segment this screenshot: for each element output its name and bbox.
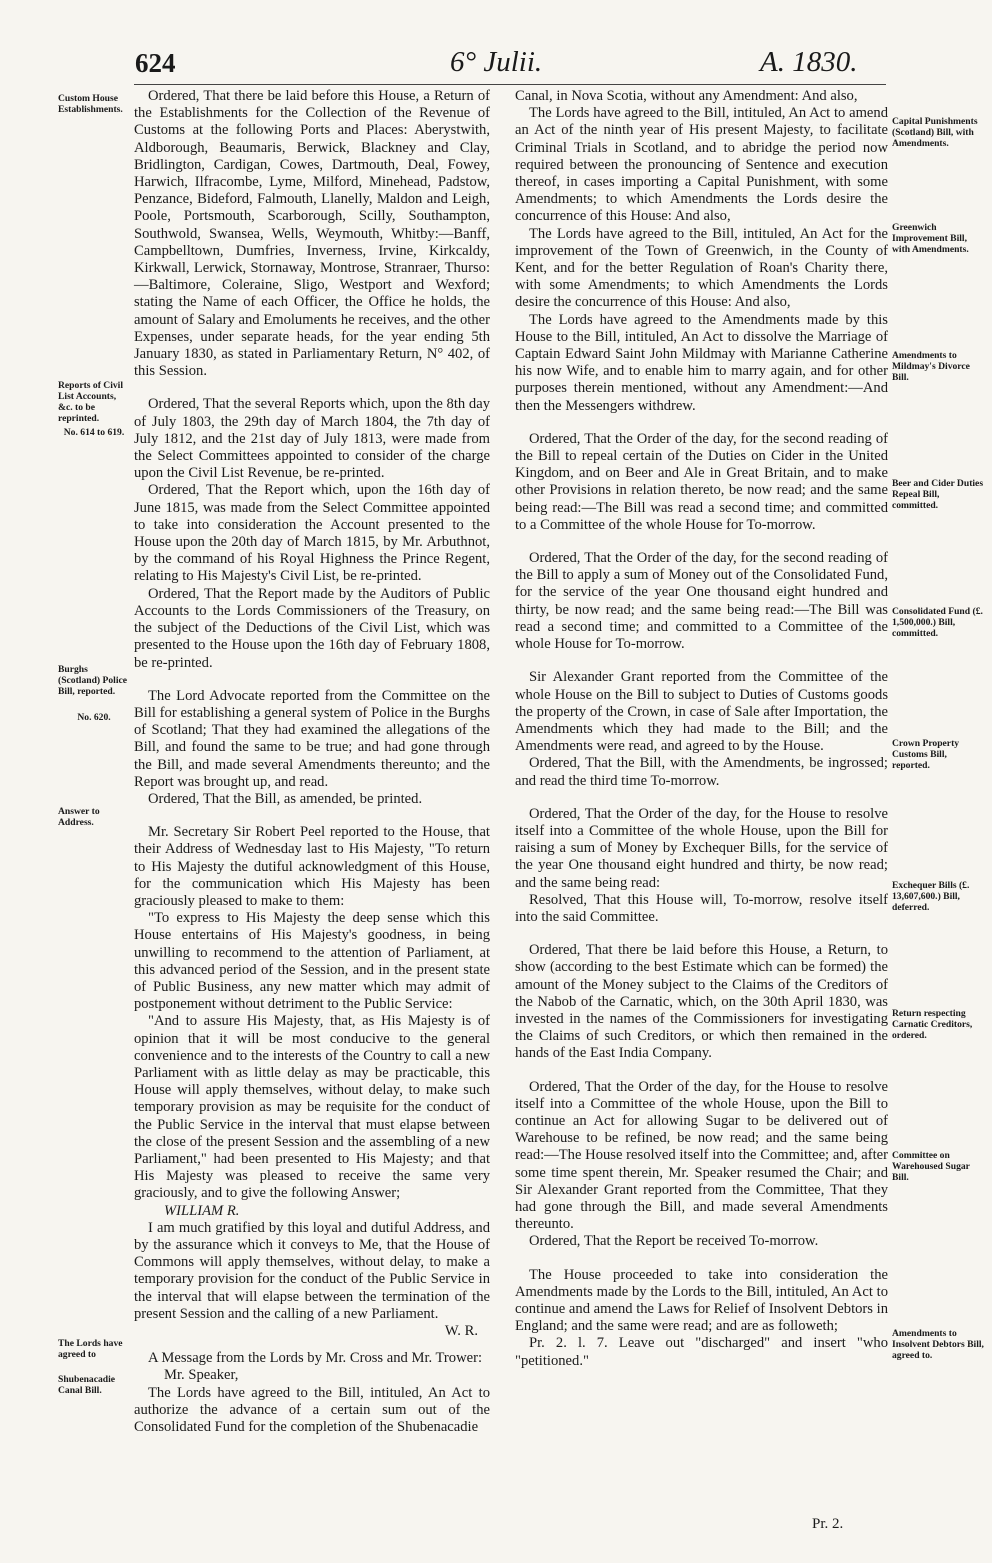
margin-note-shubenacadie: Shubenacadie Canal Bill. — [58, 1374, 116, 1396]
catchword: Pr. 2. — [812, 1516, 844, 1532]
paragraph: Canal, in Nova Scotia, without any Amendment: And also, — [515, 88, 858, 104]
paragraph: The Lords have agreed to the Bill, intituled, An Act to amend an Act of the ninth year of His present Majesty, to facilitate Criminal Trials in Scotland, and to abridge the period now required between the pronouncing of Sentence and execution thereof, in cases importing a Capital Punishment, with some Amendments; to which Amendments the Lords desire the concurrence of this House: And also, — [515, 105, 888, 225]
margin-note-capital: Capital Punishments (Scotland) Bill, with Amendments. — [892, 116, 978, 149]
paragraph: Ordered, That there be laid before this House, a Return, to show (according to the best Estimate which can be formed) the amount of the Money subject to the Claims of the Creditors of the Nabob of the Carnatic, which, on the 30th April 1830, was invested in the names of the Commissioners for investigating the Claims of such Creditors, or which then remained in the hands of the East India Company. — [515, 942, 888, 1062]
margin-note-lords-agreed: The Lords have agreed to — [58, 1338, 123, 1360]
margin-note-consolidated: Consolidated Fund (£. 1,500,000.) Bill, committed. — [892, 606, 983, 639]
page-date: 6° Julii. — [450, 46, 543, 78]
paragraph: The Lords have agreed to the Amendments made by this House to the Bill, intituled, An Act to dissolve the Marriage of Captain Edward Saint John Mildmay with Marianne Catherine his now Wife, and to enable him to marry again, and for other purposes therein mentioned, without any Amendment:—And then the Messengers withdrew. — [515, 311, 888, 414]
page-year: A. 1830. — [760, 46, 858, 78]
margin-note-burghs: Burghs (Scotland) Police Bill, reported. — [58, 664, 128, 697]
signature-head: WILLIAM R. — [164, 1202, 240, 1219]
paragraph: Ordered, That the Report which, upon the 16th day of June 1815, was made from the Select Committee appointed to take into consideration the Account presented to the House upon the 20th day of March 1815, by Mr. Arbuthnot, by the command of his Royal Highness the Prince Regent, relating to His Majesty's Civil List, be re-printed. — [134, 482, 490, 585]
paragraph: I am much gratified by this loyal and dutiful Address, and by the assurance which it conveys to Me, that the House of Commons will apply themselves, without delay, to make a temporary provision for the conduct of the Public Service in the interval that will elapse between the termination of the present Session and the calling of a new Parliament. — [134, 1219, 490, 1322]
paragraph: Ordered, That there be laid before this House, a Return of the Establishments for the Collection of the Revenue of Customs at the following Ports and Places: Aberystwith, Aldborough, Beaumaris, Berwick, Blackney and Clay, Bridlington, Cardigan, Cowes, Dartmouth, Deal, Fowey, Harwich, Ilfracombe, Lyme, Milford, Minehead, Padstow, Penzance, Bideford, Falmouth, Llanelly, Maldon and Leigh, Poole, Portsmouth, Scarborough, Scilly, Southampton, Southwold, Swansea, Wells, Weymouth, Whitby:—Banff, Campbelltown, Dumfries, Inverness, Irvine, Kirkcaldy, Kirkwall, Lerwick, Stornaway, Montrose, Stranraer, Thurso:—Baltimore, Coleraine, Sligo, Westport and Wexford; stating the Name of each Officer, the Office he holds, the amount of Salary and Emoluments he receives, and the other Expenses, under separate heads, for the year ending 5th January 1830, as stated in Parliamentary Return, N° 402, of this Session. — [134, 88, 490, 380]
paragraph: Mr. Speaker, — [164, 1367, 239, 1384]
margin-note-civil-list-no: No. 614 to 619. — [63, 427, 125, 438]
paragraph: The House proceeded to take into consideration the Amendments made by the Lords to the Bill, intituled, An Act to continue and amend the Laws for Relief of Insolvent Debtors in England; and the same were read; and are as followeth; — [515, 1266, 888, 1335]
signature-foot: W. R. — [444, 1323, 478, 1340]
margin-note-civil-list: Reports of Civil List Accounts, &c. to be reprinted. — [58, 380, 124, 424]
paragraph: Ordered, That the Order of the day, for the second reading of the Bill to repeal certain of the Duties on Cider in the United Kingdom, and on Beer and Ale in Great Britain, and to make other Provisions in relation thereto, be now read; and the same being read:—The Bill was read a second time; and committed to a Committee of the whole House for To-morrow. — [515, 430, 888, 533]
margin-note-burghs-no: No. 620. — [77, 712, 111, 723]
margin-note-crown: Crown Property Customs Bill, reported. — [892, 738, 960, 771]
margin-note-insolvent: Amendments to Insolvent Debtors Bill, agreed to. — [892, 1328, 984, 1361]
paragraph: The Lord Advocate reported from the Committee on the Bill for establishing a general system of Police in the Burghs of Scotland; That they had examined the allegations of the Bill, and found the same to be true; and had gone through the Bill, and made several Amendments thereunto; and the Report was brought up, and read. — [134, 687, 490, 790]
paragraph: A Message from the Lords by Mr. Cross and Mr. Trower: — [148, 1350, 483, 1367]
paragraph: Mr. Secretary Sir Robert Peel reported to the House, that their Address of Wednesday last to His Majesty, "To return to His Majesty the dutiful acknowledgment of this House, for the communication which His Majesty has been graciously pleased to make to them: — [134, 824, 490, 909]
paragraph: Ordered, That the Report made by the Auditors of Public Accounts to the Lords Commissioners of the Treasury, on the subject of the Deductions of the Civil List, which was presented to the House upon the 16th day of February 1808, be re-printed. — [134, 585, 490, 671]
paragraph: Ordered, That the Bill, as amended, be printed. — [148, 790, 423, 807]
header-rule — [134, 84, 886, 85]
margin-note-beer: Beer and Cider Duties Repeal Bill, committed. — [892, 478, 984, 511]
paragraph: "And to assure His Majesty, that, as His Majesty is of opinion that it will be most conducive to the general convenience and to the interests of the Country to call a new Parliament with as little delay as may be practicable, this House will apply themselves, without delay, to make such temporary provision as may be requisite for the conduct of the Public Service in the interval that must elapse between the close of the present Session and the assembling of a new Parliament," had been presented to His Majesty; and that His Majesty was pleased to receive the same very graciously, and to give the following Answer; — [134, 1013, 490, 1202]
paragraph: Ordered, That the Report be received To-morrow. — [529, 1233, 819, 1250]
paragraph: Resolved, That this House will, To-morrow, resolve itself into the said Committee. — [515, 891, 888, 925]
paragraph: Ordered, That the Order of the day, for the House to resolve itself into a Committee of the whole House, upon the Bill to continue an Act for allowing Sugar to be delivered out of Warehouse to be refined, be now read; and the same being read:—The House resolved itself into the Committee; and, after some time spent therein, Mr. Speaker resumed the Chair; and Sir Alexander Grant reported from the Committee, That they had gone through the Bill, and made several Amendments thereunto. — [515, 1078, 888, 1233]
margin-note-sugar: Committee on Warehoused Sugar Bill. — [892, 1150, 970, 1183]
margin-note-mildmay: Amendments to Mildmay's Divorce Bill. — [892, 350, 970, 383]
paragraph: Ordered, That the several Reports which, upon the 8th day of July 1803, the 29th day of March 1804, the 7th day of July 1812, and the 21st day of July 1813, were made from the Select Committees appointed to consider of the charge upon the Civil List Revenue, be re-printed. — [134, 396, 490, 482]
margin-note-answer: Answer to Address. — [58, 806, 100, 828]
right-column — [515, 88, 888, 1370]
paragraph: Pr. 2. l. 7. Leave out "discharged" and insert "who "petitioned." — [515, 1335, 888, 1369]
paragraph: The Lords have agreed to the Bill, intituled, An Act for the improvement of the Town of Greenwich, in the County of Kent, and for the better Regulation of Roan's Charity there, with some Amendments; to which Amendments the Lords desire the concurrence of this House: And also, — [515, 225, 888, 311]
page-number: 624 — [135, 48, 176, 78]
paragraph: Ordered, That the Bill, with the Amendments, be ingrossed; and read the third time To-morrow. — [515, 755, 888, 789]
left-column — [134, 88, 490, 1436]
paragraph: Ordered, That the Order of the day, for the House to resolve itself into a Committee of the whole House, upon the Bill for raising a sum of Money by Exchequer Bills, for the service of the year One thousand eight hundred and thirty, be now read; and the same being read: — [515, 805, 888, 891]
margin-note-exchequer: Exchequer Bills (£. 13,607,600.) Bill, deferred. — [892, 880, 970, 913]
margin-note-custom-house: Custom House Establishments. — [58, 93, 123, 115]
margin-note-carnatic: Return respecting Carnatic Creditors, ordered. — [892, 1008, 973, 1041]
paragraph: Sir Alexander Grant reported from the Committee of the whole House on the Bill to subject to Duties of Customs goods the property of the Crown, in case of Sale after Importation, the Amendments which they had made to the Bill; and the Amendments were read, and agreed to by the House. — [515, 669, 888, 755]
paragraph: The Lords have agreed to the Bill, intituled, An Act to authorize the advance of a certain sum out of the Consolidated Fund for the completion of the Shubenacadie — [134, 1384, 490, 1436]
paragraph: "To express to His Majesty the deep sense which this House entertains of His Majesty's goodness, in being unwilling to recommend to the attention of Parliament, at this advanced period of the Session, and in the present state of Public Business, any new matter which may admit of postponement without detriment to the Public Service: — [134, 910, 490, 1013]
margin-note-greenwich: Greenwich Improvement Bill, with Amendments. — [892, 222, 969, 255]
paragraph: Ordered, That the Order of the day, for the second reading of the Bill to apply a sum of Money out of the Consolidated Fund, for the service of the year One thousand eight hundred and thirty, be now read; and the same being read:—The Bill was read a second time; and committed to a Committee of the whole House for To-morrow. — [515, 550, 888, 653]
page-header — [0, 44, 992, 84]
